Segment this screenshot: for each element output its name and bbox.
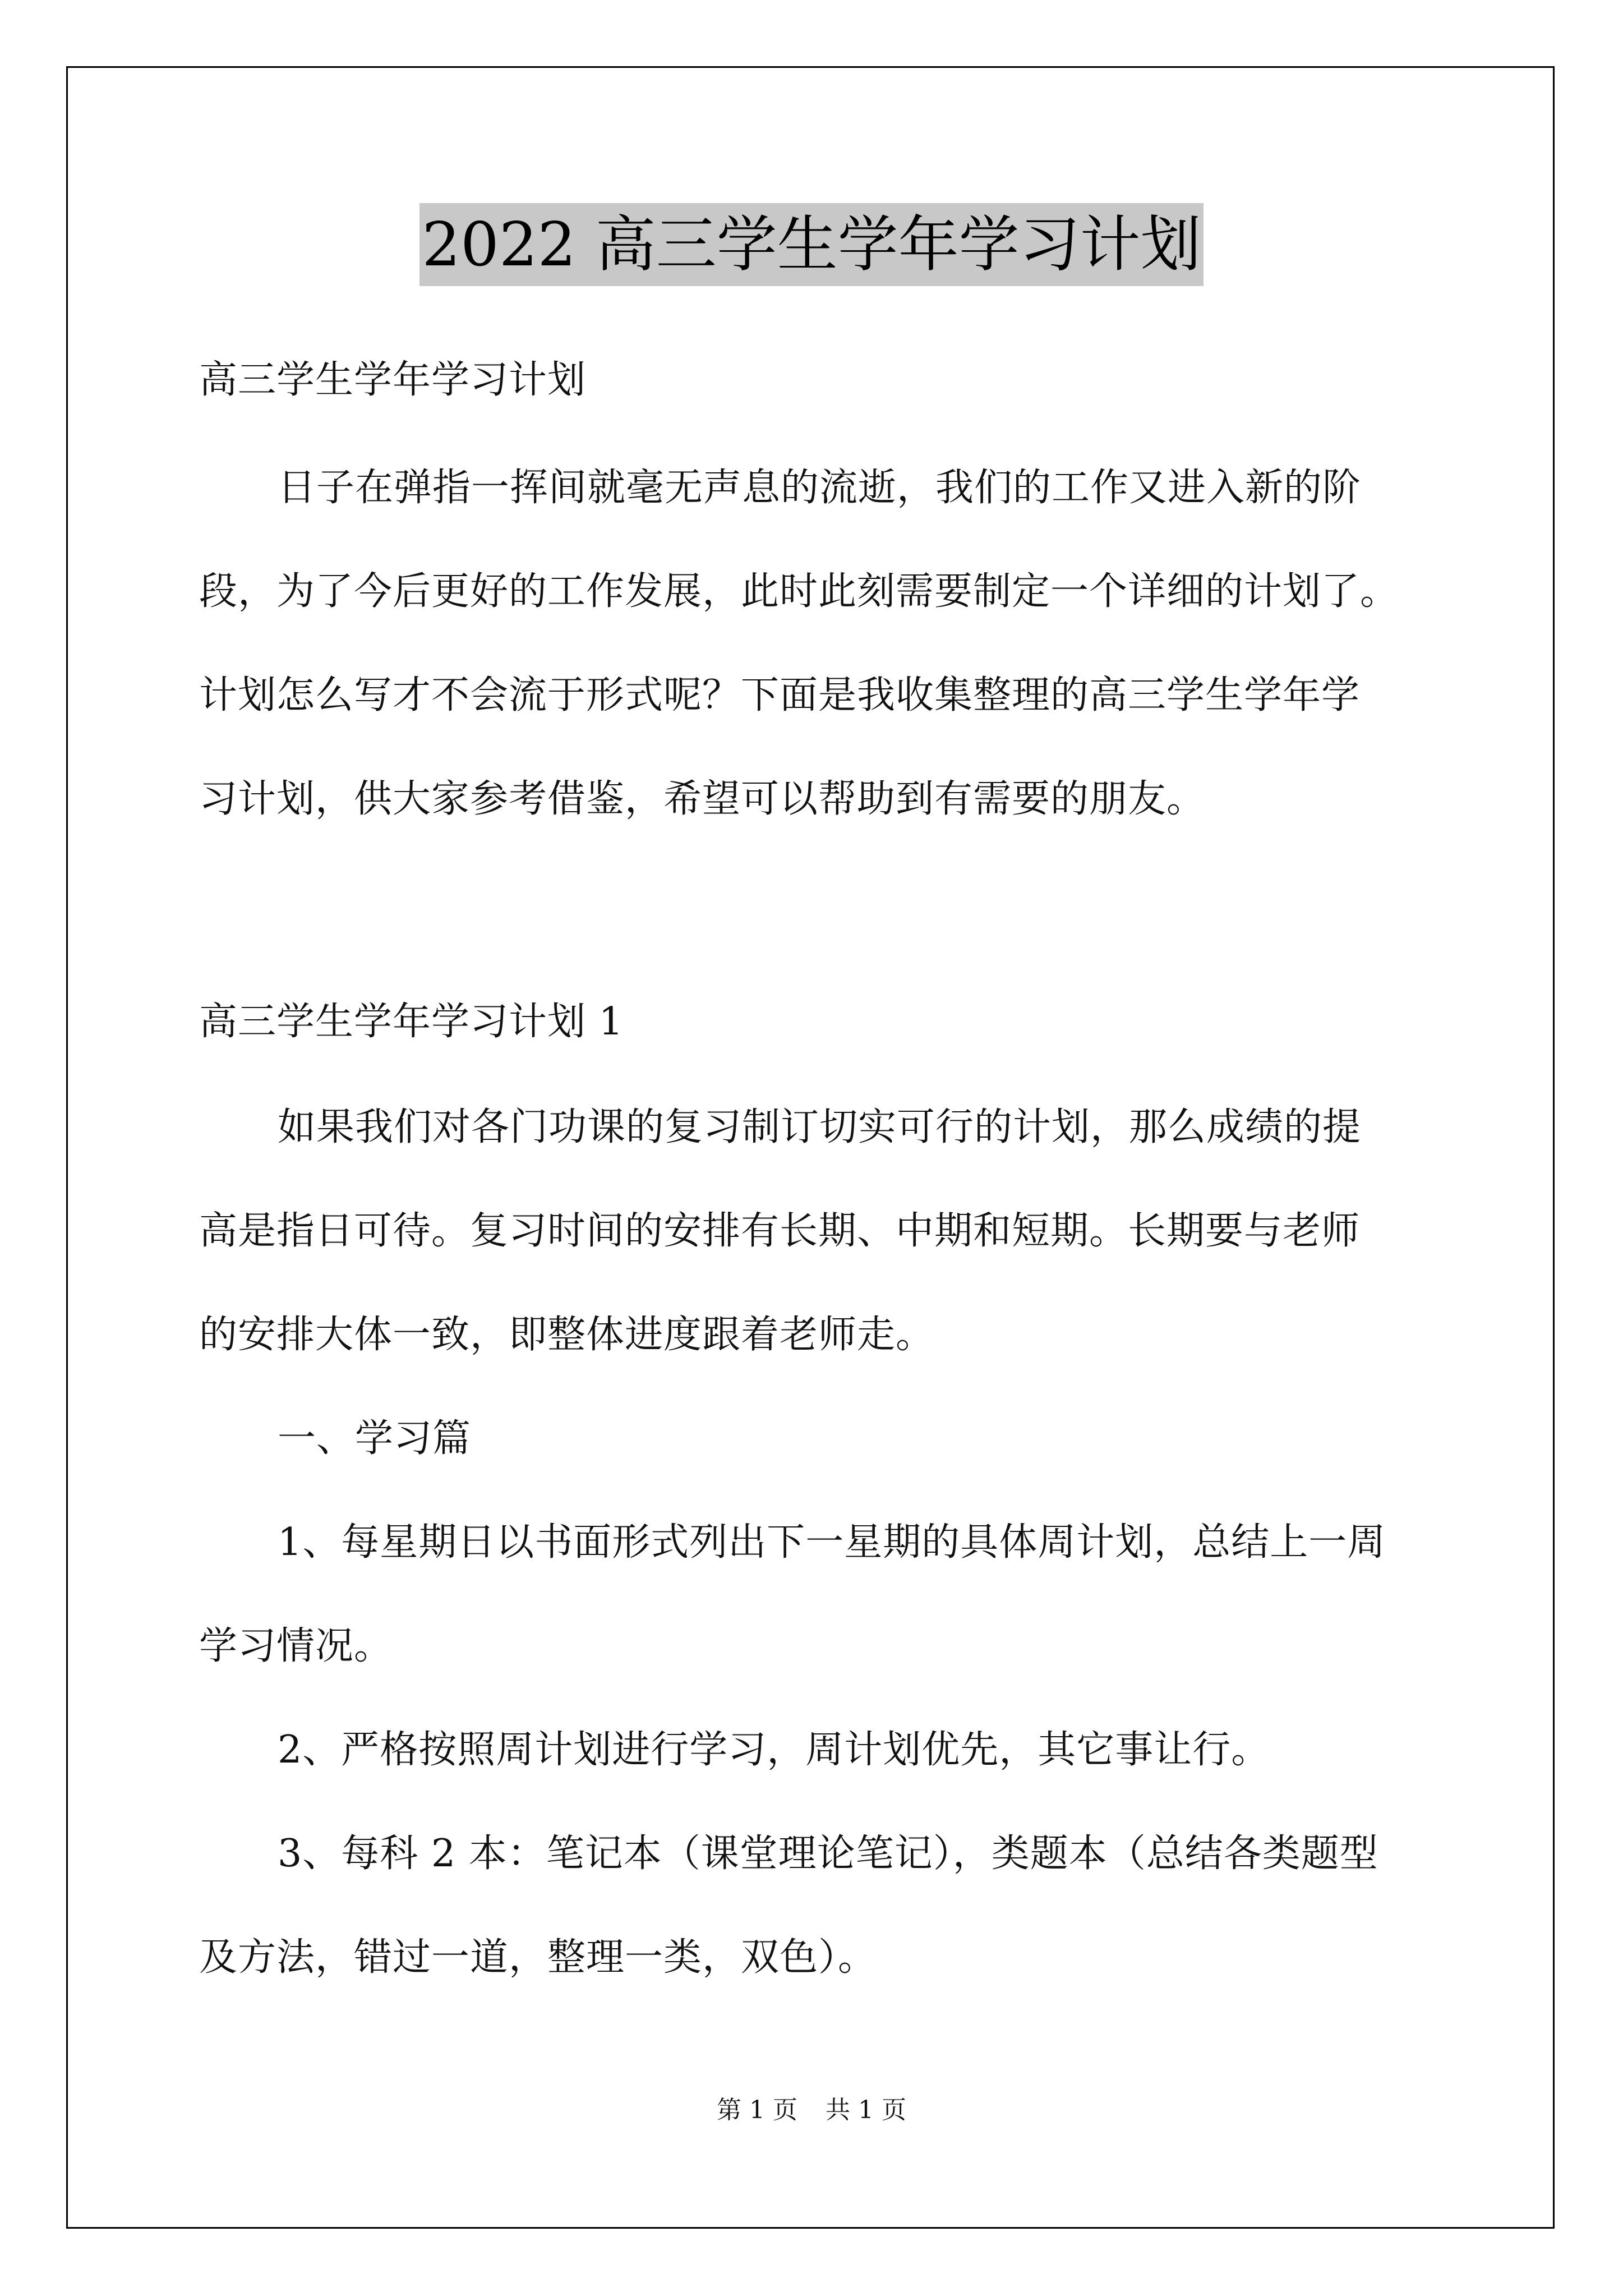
title-container (0, 203, 1623, 286)
intro-line: 计划怎么写才不会流于形式呢？下面是我收集整理的高三学生学年学 (199, 673, 1361, 717)
section-intro-line: 如果我们对各门功课的复习制订切实可行的计划，那么成绩的提 (278, 1105, 1362, 1149)
page-number: 第 1 页 (717, 2096, 797, 2124)
section-intro-line: 的安排大体一致，即整体进度跟着老师走。 (199, 1313, 935, 1357)
item-line: 2、严格按照周计划进行学习，周计划优先，其它事让行。 (278, 1728, 1270, 1772)
document-subtitle: 高三学生学年学习计划 (199, 358, 587, 402)
intro-line: 日子在弹指一挥间就毫无声息的流逝，我们的工作又进入新的阶 (278, 466, 1362, 510)
item-line: 学习情况。 (199, 1624, 393, 1668)
part-heading: 一、学习篇 (278, 1416, 472, 1461)
item-line: 3、每科 2 本：笔记本（课堂理论笔记），类题本（总结各类题型 (278, 1832, 1378, 1876)
item-line: 1、每星期日以书面形式列出下一星期的具体周计划，总结上一周 (278, 1520, 1386, 1565)
intro-line: 习计划，供大家参考借鉴，希望可以帮助到有需要的朋友。 (199, 777, 1206, 821)
section-heading: 高三学生学年学习计划 1 (199, 1000, 624, 1044)
document-title: 2022 高三学生学年学习计划 (419, 203, 1203, 286)
page-total: 共 1 页 (826, 2096, 906, 2124)
item-line: 及方法，错过一道，整理一类，双色）。 (199, 1935, 877, 1980)
intro-line: 段，为了今后更好的工作发展，此时此刻需要制定一个详细的计划了。 (199, 569, 1399, 614)
page-footer (0, 2095, 1623, 2125)
section-intro-line: 高是指日可待。复习时间的安排有长期、中期和短期。长期要与老师 (199, 1209, 1361, 1253)
